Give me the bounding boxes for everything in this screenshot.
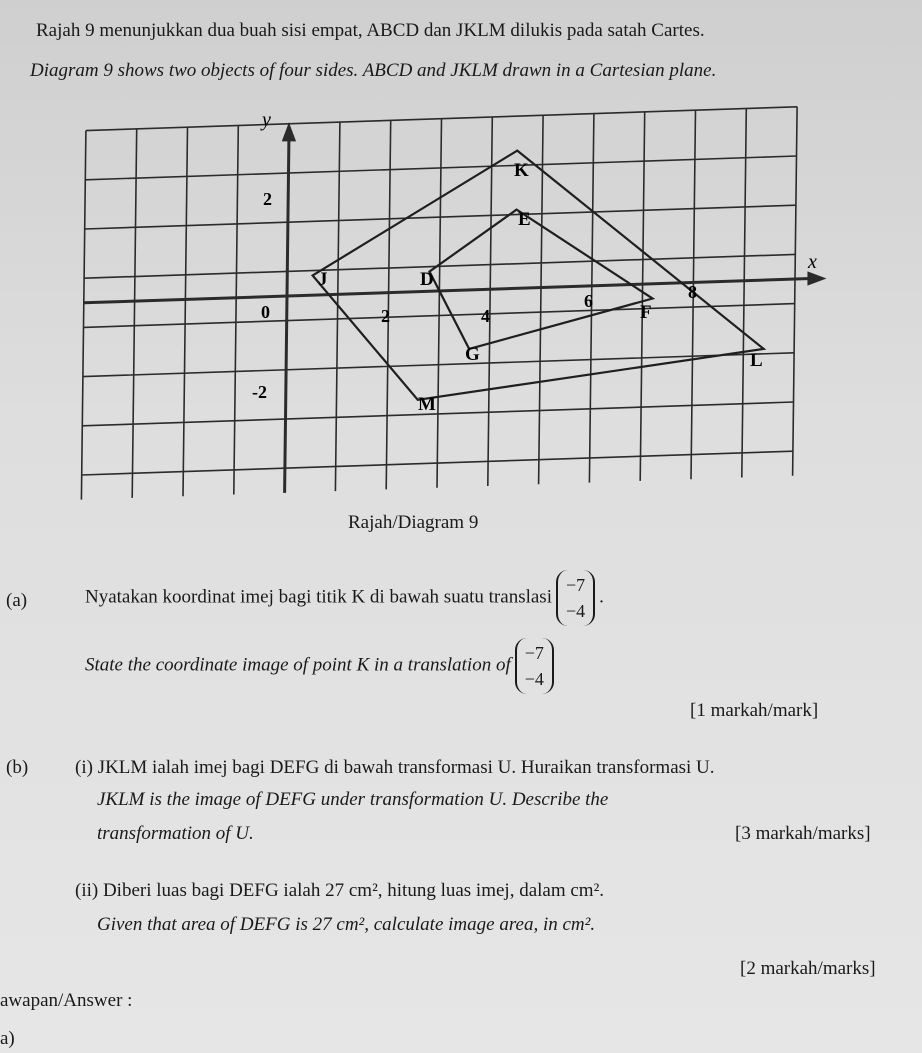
intro-malay: Rajah 9 menunjukkan dua buah sisi empat, ABCD dan JKLM dilukis pada satah Cartes. xyxy=(36,20,705,41)
tick-label-origin: 0 xyxy=(261,302,270,322)
point-label-e: E xyxy=(518,209,531,230)
intro-english: Diagram 9 shows two objects of four sides. ABCD and JKLM drawn in a Cartesian plane. xyxy=(30,60,717,81)
tick-label-x2: 2 xyxy=(381,306,390,326)
point-label-d: D xyxy=(420,269,434,290)
grid-line-vertical xyxy=(81,131,86,500)
translation-vector-english: −7 −4 xyxy=(515,638,554,694)
diagram-caption: Rajah/Diagram 9 xyxy=(348,512,479,533)
grid-line-vertical xyxy=(437,119,442,488)
point-label-j: J xyxy=(318,269,328,290)
grid-line-vertical xyxy=(386,120,391,489)
tick-label-x4: 4 xyxy=(481,306,490,326)
question-a-malay: Nyatakan koordinat imej bagi titik K di bawah suatu translasi −7 −4 . xyxy=(85,570,604,626)
grid-line-vertical xyxy=(742,109,747,478)
question-b-ii-malay: (ii) Diberi luas bagi DEFG ialah 27 cm², hitung luas imej, dalam cm². xyxy=(75,880,605,901)
answer-part-a: a) xyxy=(0,1028,15,1049)
question-b-i-english-2: transformation of U. xyxy=(97,823,254,844)
point-label-k: K xyxy=(514,160,529,181)
tick-label-yneg2: -2 xyxy=(252,382,267,402)
question-a-marks: [1 markah/mark] xyxy=(690,700,819,721)
y-axis-label: y xyxy=(262,109,271,131)
answer-heading: awapan/Answer : xyxy=(0,990,133,1011)
question-b-ii-english: Given that area of DEFG is 27 cm², calculate image area, in cm². xyxy=(97,914,596,935)
translation-vector: −7 −4 xyxy=(556,570,595,626)
grid-line-vertical xyxy=(488,117,493,486)
question-b-number: (b) xyxy=(6,757,29,778)
cartesian-diagram xyxy=(0,0,922,500)
tick-label-y2: 2 xyxy=(263,189,272,209)
x-axis-label: x xyxy=(808,251,817,273)
point-label-m: M xyxy=(418,394,436,415)
point-label-f: F xyxy=(640,302,652,323)
question-b-i-malay: (i) JKLM ialah imej bagi DEFG di bawah transformasi U. Huraikan transformasi U. xyxy=(75,757,715,778)
grid-line-vertical xyxy=(793,107,798,476)
question-b-i-english-1: JKLM is the image of DEFG under transformation U. Describe the xyxy=(97,789,609,810)
quadrilateral-jklm xyxy=(313,151,764,400)
tick-label-x8: 8 xyxy=(688,282,697,302)
y-axis-arrow xyxy=(283,125,295,141)
point-label-g: G xyxy=(465,344,480,365)
grid-line-vertical xyxy=(234,126,239,495)
question-a-english: State the coordinate image of point K in a translation of −7 −4 xyxy=(85,638,558,694)
tick-label-x6: 6 xyxy=(584,291,593,311)
grid-line-vertical xyxy=(640,112,645,481)
y-axis xyxy=(285,139,289,493)
question-a-number: (a) xyxy=(6,590,28,611)
grid-line-vertical xyxy=(183,127,188,496)
x-axis-arrow xyxy=(808,272,824,284)
question-b-i-marks: [3 markah/marks] xyxy=(735,823,871,844)
point-label-l: L xyxy=(750,350,763,371)
question-b-ii-marks: [2 markah/marks] xyxy=(740,958,876,979)
grid-line-vertical xyxy=(132,129,137,498)
